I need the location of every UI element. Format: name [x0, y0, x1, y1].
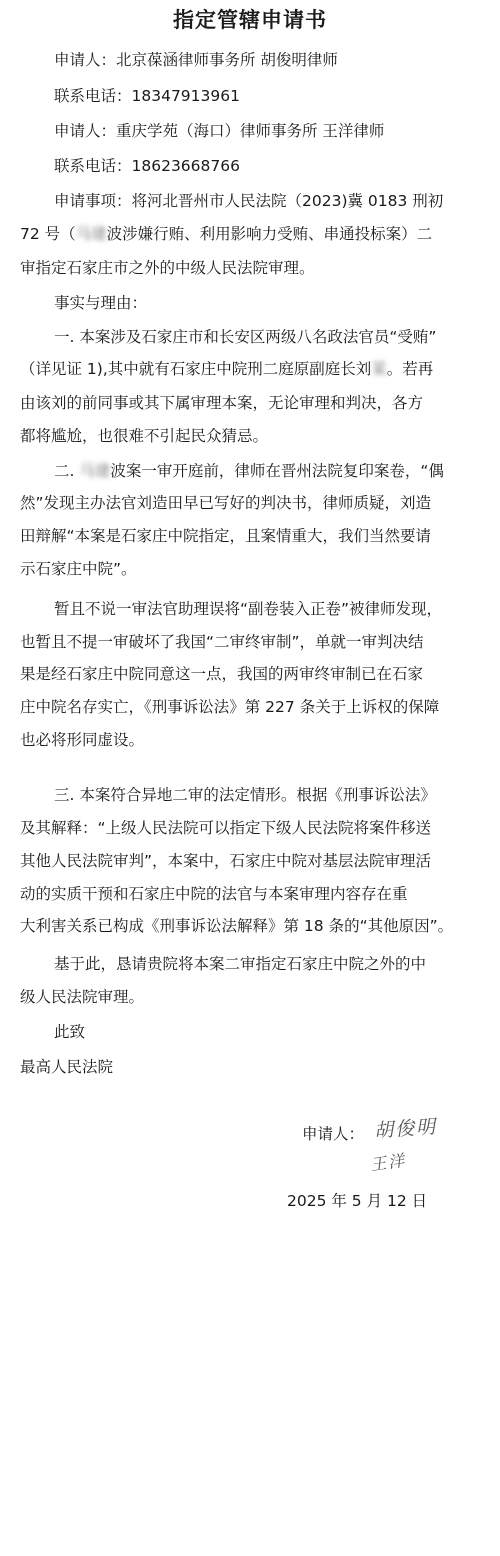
handwritten-signature-1: 胡俊明	[373, 1115, 438, 1143]
signature-date: 2025 年 5 月 12 日	[287, 1192, 428, 1210]
reason-3-line-4: 动的实质干预和石家庄中院的法官与本案审理内容存在重	[20, 885, 408, 903]
reason-2-line-4: 示石家庄中院”。	[20, 560, 137, 578]
facts-heading: 事实与理由：	[54, 294, 148, 312]
reason-1-line-2: （详见证 1),其中就有石家庄中院刑二庭原副庭长刘某。若再	[20, 360, 434, 378]
applicant-1-phone: 联系电话：18347913961	[54, 87, 240, 105]
document-title: 指定管辖申请书	[173, 8, 327, 32]
reason-2-line-3: 田辩解“本案是石家庄中院指定，且案情重大，我们当然要请	[20, 527, 432, 545]
reason-3-line-3: 其他人民法院审判”，本案中，石家庄中院对基层法院审理活	[20, 852, 432, 870]
reason-3-line-5: 大利害关系已构成《刑事诉讼法解释》第 18 条的“其他原因”。	[20, 917, 454, 935]
matter-line-3: 审指定石家庄市之外的中级人民法院审理。	[20, 259, 315, 277]
reason-2b-line-1: 暂且不说一审法官助理误将“副卷装入正卷”被律师发现，	[54, 600, 443, 618]
reason-2b-line-4: 庄中院名存实亡，《刑事诉讼法》第 227 条关于上诉权的保障	[20, 698, 440, 716]
applicant-1: 申请人：北京葆涵律师事务所 胡俊明律师	[54, 51, 338, 69]
matter-line-1: 申请事项：将河北晋州市人民法院（2023)冀 0183 刑初	[54, 192, 444, 210]
reason-2b-line-2: 也暂且不提一审破坏了我国“二审终审制”，单就一审判决结	[20, 633, 424, 651]
conclusion-line-2: 级人民法院审理。	[20, 988, 145, 1006]
reason-3-line-2: 及其解释：“上级人民法院可以指定下级人民法院将案件移送	[20, 819, 432, 837]
reason-1-line-1: 一. 本案涉及石家庄市和长安区两级八名政法官员“受贿”	[54, 328, 437, 346]
reason-2b-line-5: 也必将形同虚设。	[20, 731, 145, 749]
signature-label: 申请人：	[302, 1125, 365, 1143]
matter-line-2: 72 号（马建波涉嫌行贿、利用影响力受贿、串通投标案）二	[20, 225, 433, 243]
reason-2-line-1: 二. 马建波案一审开庭前，律师在晋州法院复印案卷，“偶	[54, 462, 444, 480]
reason-1-line-4: 都将尴尬，也很难不引起民众猜忌。	[20, 427, 269, 445]
handwritten-signature-2: 王洋	[368, 1150, 408, 1175]
recipient: 最高人民法院	[20, 1058, 114, 1076]
applicant-2-phone: 联系电话：18623668766	[54, 157, 240, 175]
redacted-name: 马建	[75, 225, 107, 243]
redacted-name: 某	[371, 360, 387, 378]
reason-2b-line-3: 果是经石家庄中院同意这一点，我国的两审终审制已在石家	[20, 665, 424, 683]
reason-3-line-1: 三. 本案符合异地二审的法定情形。根据《刑事诉讼法》	[54, 786, 436, 804]
reason-1-line-3: 由该刘的前同事或其下属审理本案，无论审理和判决，各方	[20, 394, 424, 412]
applicant-2: 申请人：重庆学苑（海口）律师事务所 王洋律师	[54, 122, 385, 140]
reason-2-line-2: 然”发现主办法官刘造田早已写好的判决书，律师质疑，刘造	[20, 494, 432, 512]
redacted-name: 马建	[79, 462, 111, 480]
closing: 此致	[54, 1023, 86, 1041]
conclusion-line-1: 基于此，恳请贵院将本案二审指定石家庄中院之外的中	[54, 955, 427, 973]
